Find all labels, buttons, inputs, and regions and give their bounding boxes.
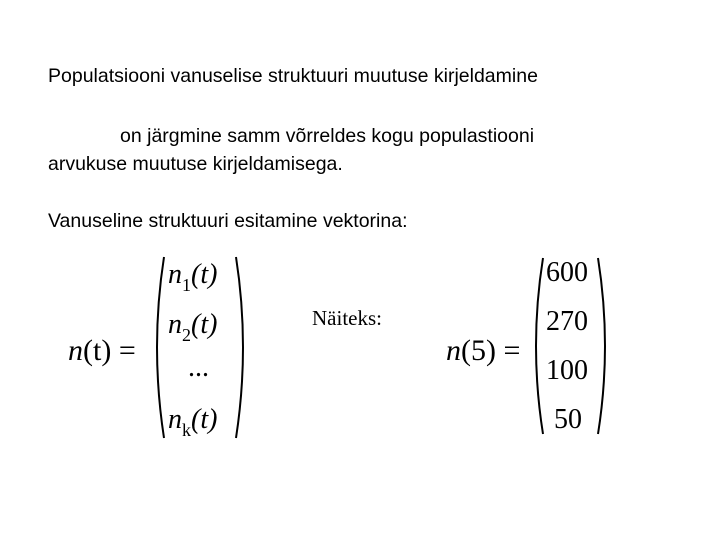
example-label: Näiteks: bbox=[312, 306, 382, 330]
vector-heading: Vanuseline struktuuri esitamine vektorina: bbox=[48, 210, 408, 232]
example-value-2: 270 bbox=[546, 306, 588, 337]
lhs-arg: (t) bbox=[83, 334, 112, 367]
example-value-1: 600 bbox=[546, 257, 588, 288]
vector-lhs bbox=[68, 334, 136, 368]
left-paren bbox=[148, 255, 168, 440]
example-lhs: n(5) = bbox=[446, 334, 521, 367]
example-left-paren bbox=[527, 256, 547, 436]
intro-line-3: arvukuse muutuse kirjeldamisega. bbox=[48, 153, 343, 175]
vector-entry-1: $n_1(t)$ bbox=[168, 259, 218, 295]
vector-entry-ellipsis: ... bbox=[188, 352, 209, 383]
example-value-3: 100 bbox=[546, 355, 588, 386]
intro-line-2: on järgmine samm võrreldes kogu populastiooni bbox=[120, 125, 535, 147]
equals-sign: = bbox=[118, 334, 136, 367]
vector-entry-2: $n_2(t)$ bbox=[168, 309, 218, 345]
lhs-symbol: n bbox=[68, 334, 83, 367]
example-right-paren bbox=[594, 256, 614, 436]
example-value-4: 50 bbox=[554, 404, 582, 435]
vector-entry-k: $n_k(t)$ bbox=[168, 404, 218, 440]
right-paren bbox=[232, 255, 252, 440]
intro-line-1: Populatsiooni vanuselise struktuuri muutuse kirjeldamine bbox=[48, 65, 538, 87]
